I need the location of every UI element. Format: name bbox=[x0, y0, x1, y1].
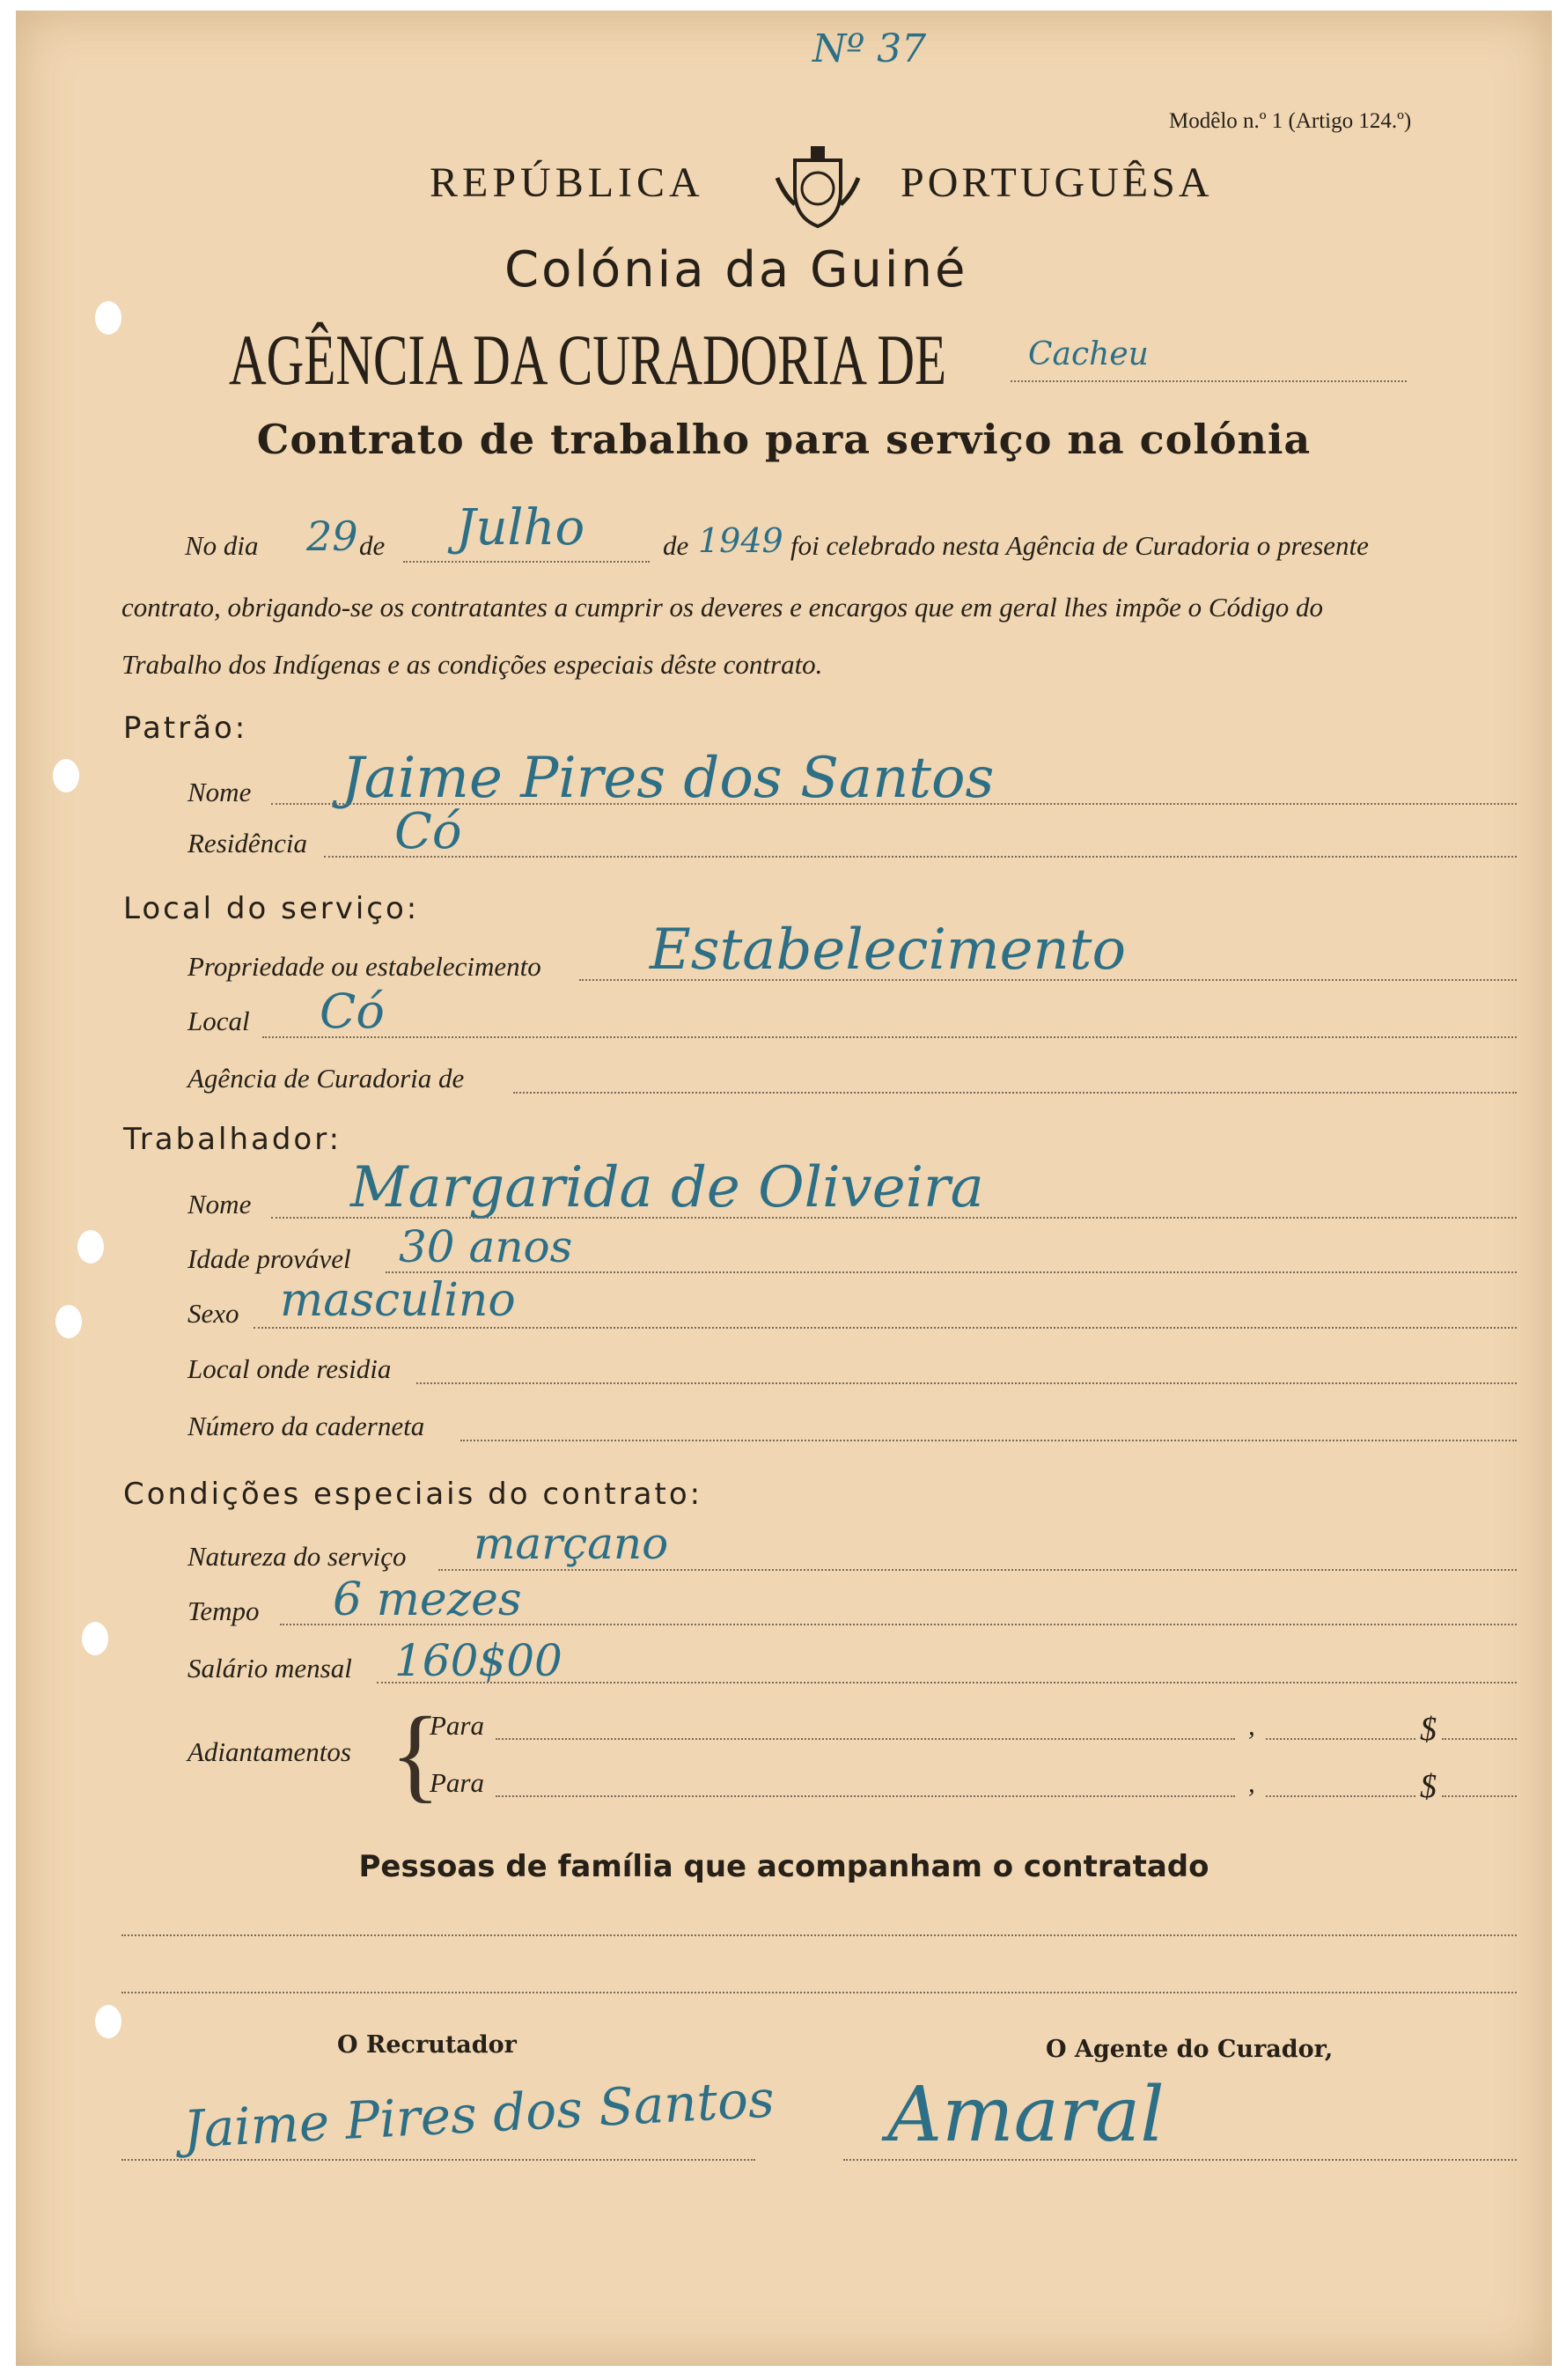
para-2-cents-line bbox=[1442, 1795, 1517, 1797]
agente-signature-line bbox=[843, 2159, 1517, 2161]
agency-title: AGÊNCIA DA CURADORIA DE bbox=[229, 320, 947, 400]
intro-text-3: Trabalho dos Indígenas e as condições especiais dêste contrato. bbox=[121, 649, 823, 680]
section-condicoes: Condições especiais do contrato: bbox=[123, 1477, 703, 1512]
local-residia-label: Local onde residia bbox=[187, 1353, 392, 1384]
punch-hole bbox=[95, 301, 121, 335]
agency-value: Cacheu bbox=[1028, 336, 1149, 372]
para-2-amount-line bbox=[1266, 1795, 1415, 1797]
contract-subtitle: Contrato de trabalho para serviço na colónia bbox=[256, 416, 1312, 463]
punch-hole bbox=[53, 759, 79, 792]
natureza-label: Natureza do serviço bbox=[187, 1541, 407, 1572]
agency-dotted-line bbox=[1011, 380, 1407, 382]
natureza-line bbox=[438, 1569, 1517, 1571]
patrao-residencia-value: Có bbox=[394, 803, 462, 860]
punch-hole bbox=[82, 1622, 108, 1655]
tempo-label: Tempo bbox=[187, 1595, 260, 1626]
sexo-label: Sexo bbox=[187, 1298, 239, 1329]
adiantamentos-brace: { bbox=[390, 1695, 441, 1812]
para-1-line bbox=[496, 1738, 1235, 1740]
local-value: Có bbox=[320, 984, 385, 1039]
local-label: Local bbox=[187, 1006, 250, 1036]
salario-label: Salário mensal bbox=[187, 1653, 352, 1684]
agente-signature: Amaral bbox=[887, 2071, 1165, 2159]
propriedade-value: Estabelecimento bbox=[650, 917, 1126, 983]
para-1-amount-line bbox=[1266, 1738, 1415, 1740]
recrutador-signature: Jaime Pires dos Santos bbox=[181, 2068, 776, 2160]
propriedade-line bbox=[579, 979, 1517, 981]
punch-hole bbox=[55, 1305, 82, 1338]
intro-text-2: contrato, obrigando-se os contratantes a cumprir os deveres e encargos que em geral lhes impõe o Código do bbox=[121, 592, 1323, 623]
familia-line-2 bbox=[121, 1992, 1517, 1993]
section-local-servico: Local do serviço: bbox=[123, 891, 420, 926]
section-patrao: Patrão: bbox=[123, 711, 248, 746]
recrutador-label: O Recrutador bbox=[337, 2031, 517, 2059]
intro-de-2: de bbox=[663, 530, 689, 561]
sexo-value: masculino bbox=[280, 1274, 516, 1327]
adiantamentos-label: Adiantamentos bbox=[187, 1736, 351, 1767]
local-residia-line bbox=[416, 1382, 1517, 1384]
para-1-currency: $ bbox=[1420, 1711, 1437, 1748]
propriedade-label: Propriedade ou estabelecimento bbox=[187, 951, 541, 982]
tempo-line bbox=[280, 1624, 1517, 1625]
header-republica: REPÚBLICA bbox=[430, 159, 704, 206]
para-2-label: Para bbox=[430, 1767, 484, 1798]
trabalhador-nome-value: Margarida de Oliveira bbox=[350, 1155, 984, 1220]
salario-line bbox=[377, 1682, 1517, 1684]
recrutador-signature-line bbox=[121, 2159, 755, 2161]
coat-of-arms-icon bbox=[768, 143, 867, 231]
patrao-residencia-line bbox=[324, 856, 1517, 858]
caderneta-line bbox=[460, 1440, 1517, 1441]
agencia-curadoria-line bbox=[513, 1092, 1517, 1094]
punch-hole bbox=[95, 2005, 121, 2038]
patrao-residencia-label: Residência bbox=[187, 828, 308, 858]
intro-text-1: foi celebrado nesta Agência de Curadoria o presente bbox=[790, 530, 1369, 561]
punch-hole bbox=[77, 1230, 104, 1264]
para-1-cents-line bbox=[1442, 1738, 1517, 1740]
header-portuguesa: PORTUGUÊSA bbox=[901, 159, 1213, 206]
section-trabalhador: Trabalhador: bbox=[123, 1122, 342, 1157]
colony-name: Colónia da Guiné bbox=[504, 241, 968, 298]
intro-dotted-line bbox=[403, 561, 650, 563]
agencia-curadoria-label: Agência de Curadoria de bbox=[187, 1063, 465, 1094]
trabalhador-nome-line bbox=[271, 1217, 1517, 1219]
para-1-comma: , bbox=[1248, 1710, 1255, 1741]
patrao-nome-value: Jaime Pires dos Santos bbox=[342, 746, 995, 811]
para-1-label: Para bbox=[430, 1710, 484, 1741]
agente-label: O Agente do Curador, bbox=[1046, 2036, 1334, 2063]
caderneta-label: Número da caderneta bbox=[187, 1411, 425, 1441]
contract-form bbox=[16, 11, 1552, 2366]
idade-label: Idade provável bbox=[187, 1243, 351, 1274]
familia-line-1 bbox=[121, 1934, 1517, 1936]
patrao-nome-label: Nome bbox=[187, 777, 252, 807]
sexo-line bbox=[254, 1327, 1517, 1329]
tempo-value: 6 mezes bbox=[333, 1573, 522, 1626]
para-2-comma: , bbox=[1248, 1767, 1255, 1798]
intro-day-value: 29 bbox=[306, 512, 358, 560]
intro-year-value: 1949 bbox=[698, 521, 783, 560]
local-line bbox=[262, 1036, 1517, 1038]
intro-no-dia: No dia bbox=[185, 530, 259, 561]
natureza-value: marçano bbox=[474, 1518, 669, 1569]
familia-heading: Pessoas de família que acompanham o contratado bbox=[358, 1849, 1209, 1884]
trabalhador-nome-label: Nome bbox=[187, 1189, 252, 1219]
model-reference: Modêlo n.º 1 (Artigo 124.º) bbox=[1169, 109, 1412, 133]
idade-value: 30 anos bbox=[399, 1221, 573, 1272]
intro-de-1: de bbox=[359, 530, 386, 561]
document-number: Nº 37 bbox=[812, 26, 927, 71]
salario-value: 160$00 bbox=[394, 1635, 562, 1686]
intro-month-value: Julho bbox=[456, 499, 585, 556]
idade-line bbox=[386, 1271, 1517, 1273]
para-2-currency: $ bbox=[1420, 1768, 1437, 1805]
para-2-line bbox=[496, 1795, 1235, 1797]
